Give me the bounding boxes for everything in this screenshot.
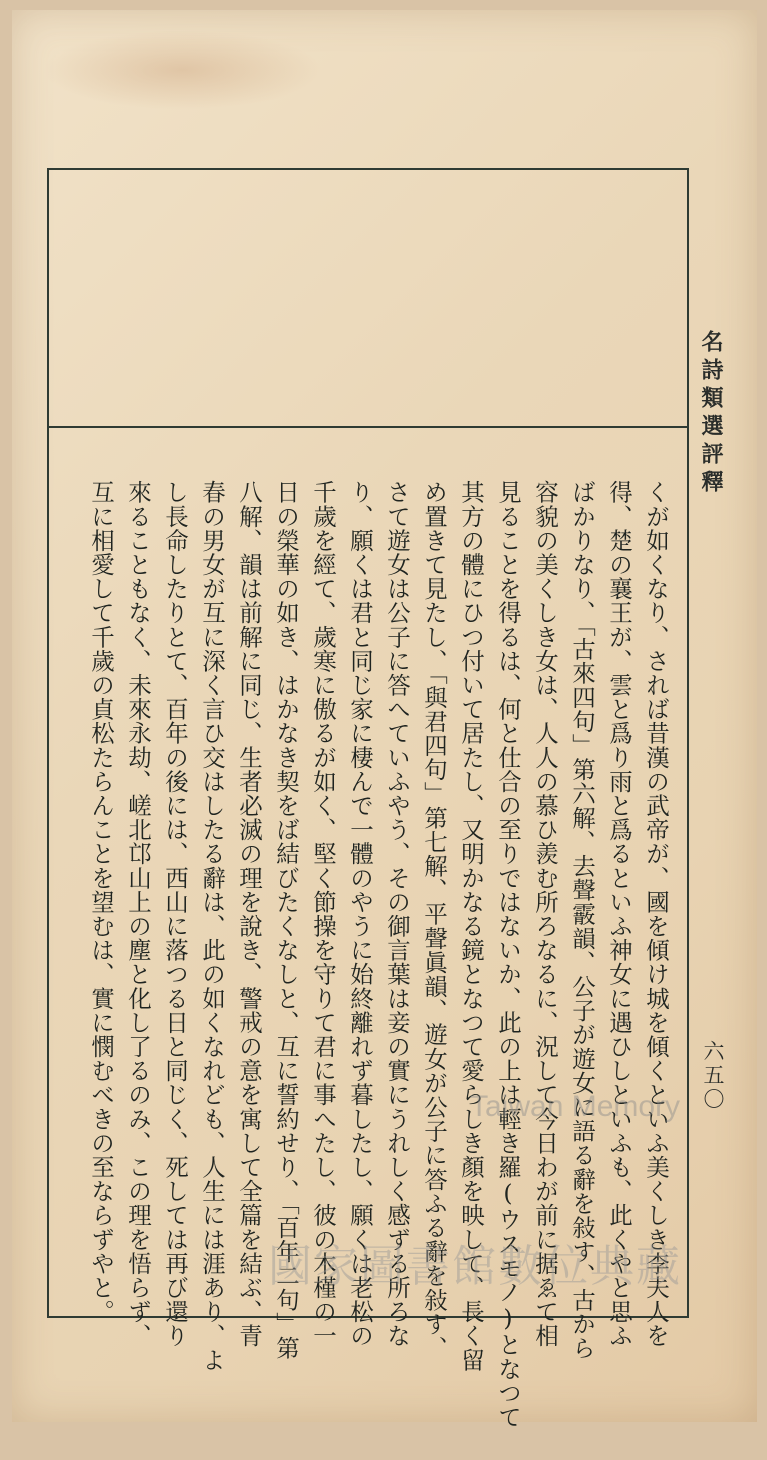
text-column: さて遊女は公子に答へていふやう、その御言葉は妾の實にうれしく感ずる所ろな bbox=[383, 480, 411, 1348]
paper-stain bbox=[42, 30, 322, 110]
page-number: 六五〇 bbox=[701, 1040, 725, 1112]
text-column: 八解、韻は前解に同じ、生者必滅の理を說き、警戒の意を寓して全篇を結ぶ、青 bbox=[235, 480, 263, 1348]
running-title: 名詩類選評釋 bbox=[698, 330, 724, 498]
text-column: め置きて見たし、「與君四句」第七解、平聲眞韻、遊女が公子に答ふる辭を敍す、 bbox=[420, 480, 448, 1360]
text-column: し長命したりとて、百年の後には、西山に落つる日と同じく、死しては再び還り bbox=[161, 480, 189, 1348]
header-box bbox=[49, 170, 687, 428]
body-text bbox=[71, 480, 671, 1460]
text-column: ばかりなり、「古來四句」第六解、去聲霰韻、公子が遊女に語る辭を敍す、古から bbox=[568, 480, 596, 1360]
text-column: 容貌の美くしき女は、人人の慕ひ羨む所ろなるに、況して今日わが前に据ゑて相 bbox=[531, 480, 559, 1348]
watermark-english: Taiwan Memory bbox=[470, 1090, 681, 1123]
library-watermark: 國家圖書館數位典藏 bbox=[268, 1241, 682, 1292]
text-column: 互に相愛して千歲の貞松たらんことを望むは、實に憫むべきの至ならずやと。 bbox=[87, 480, 115, 1324]
text-column: 得、楚の襄王が、雲と爲り雨と爲るといふ神女に遇ひしといふも、此くやと思ふ bbox=[605, 480, 633, 1348]
text-column: 來ることもなく、未來永劫、嵯北邙山上の塵と化し了るのみ、この理を悟らず、 bbox=[124, 480, 152, 1348]
page-frame bbox=[47, 168, 689, 1429]
text-column: くが如くなり、されば昔漢の武帝が、國を傾け城を傾くといふ美くしき李夫人を bbox=[642, 480, 670, 1348]
text-column: 千歲を經て、歲寒に傲るが如く、堅く節操を守りて君に事へたし、彼の木槿の一 bbox=[309, 480, 337, 1348]
text-column: 日の榮華の如き、はかなき契をば結びたくなしと、互に誓約せり、「百年二句」第 bbox=[272, 480, 300, 1360]
text-column: 見ることを得るは、何と仕合の至りではないか、此の上は輕き羅(ウスモノ)となつて bbox=[494, 480, 522, 1429]
text-column: り、願くは君と同じ家に棲んで一體のやうに始終離れず暮したし、願くは老松の bbox=[346, 480, 374, 1348]
text-column: 其方の體にひつ付いて居たし、又明かなる鏡となつて愛らしき顏を映して、長く留 bbox=[457, 480, 485, 1372]
text-column: 春の男女が互に深く言ひ交はしたる辭は、此の如くなれども、人生には涯あり、よ bbox=[198, 480, 226, 1372]
